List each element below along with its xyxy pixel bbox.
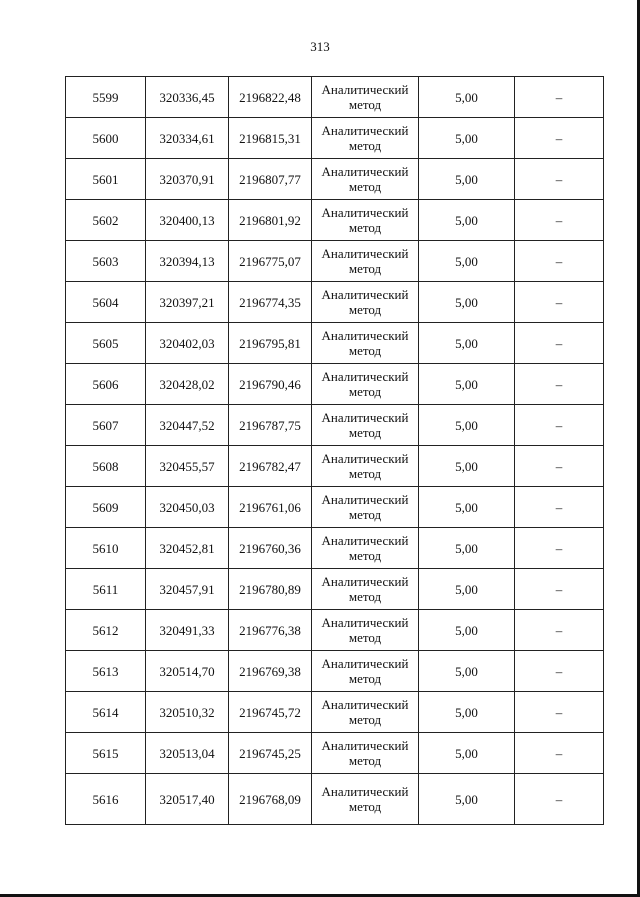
method-line-2: метод (348, 261, 382, 276)
note-cell: – (515, 77, 604, 118)
table-row (66, 282, 604, 323)
note-cell: – (515, 241, 604, 282)
method-cell (312, 692, 419, 733)
note-cell: – (515, 528, 604, 569)
table-row (66, 364, 604, 405)
method-line-1: Аналитический (321, 205, 409, 220)
method-cell (312, 159, 419, 200)
method-line-2: метод (348, 466, 382, 481)
note-cell: – (515, 282, 604, 323)
method-line-1: Аналитический (321, 656, 409, 671)
accuracy-cell: 5,00 (419, 159, 515, 200)
y-coordinate-cell: 2196760,36 (229, 528, 312, 569)
y-coordinate-cell: 2196790,46 (229, 364, 312, 405)
point-number-cell: 5611 (66, 569, 146, 610)
method-line-2: метод (348, 712, 382, 727)
x-coordinate-cell: 320517,40 (146, 774, 229, 825)
y-coordinate-cell: 2196745,25 (229, 733, 312, 774)
accuracy-cell: 5,00 (419, 610, 515, 651)
note-cell: – (515, 692, 604, 733)
point-number-cell: 5605 (66, 323, 146, 364)
x-coordinate-cell: 320452,81 (146, 528, 229, 569)
method-line-1: Аналитический (321, 287, 409, 302)
method-cell (312, 569, 419, 610)
table-row (66, 446, 604, 487)
x-coordinate-cell: 320400,13 (146, 200, 229, 241)
point-number-cell: 5607 (66, 405, 146, 446)
method-line-2: метод (348, 671, 382, 686)
accuracy-cell: 5,00 (419, 323, 515, 364)
table-row (66, 77, 604, 118)
point-number-cell: 5616 (66, 774, 146, 825)
method-line-1: Аналитический (321, 492, 409, 507)
method-line-1: Аналитический (321, 533, 409, 548)
point-number-cell: 5599 (66, 77, 146, 118)
x-coordinate-cell: 320447,52 (146, 405, 229, 446)
method-cell (312, 323, 419, 364)
method-cell (312, 487, 419, 528)
x-coordinate-cell: 320402,03 (146, 323, 229, 364)
method-line-1: Аналитический (321, 82, 409, 97)
method-line-1: Аналитический (321, 369, 409, 384)
method-cell (312, 733, 419, 774)
method-cell (312, 774, 419, 825)
table-row (66, 528, 604, 569)
page-number: 313 (310, 39, 330, 54)
method-cell (312, 241, 419, 282)
note-cell: – (515, 364, 604, 405)
method-line-2: метод (348, 507, 382, 522)
table-row (66, 241, 604, 282)
method-line-2: метод (348, 630, 382, 645)
y-coordinate-cell: 2196807,77 (229, 159, 312, 200)
x-coordinate-cell: 320491,33 (146, 610, 229, 651)
note-cell: – (515, 200, 604, 241)
note-cell: – (515, 774, 604, 825)
method-line-1: Аналитический (321, 451, 409, 466)
point-number-cell: 5609 (66, 487, 146, 528)
method-line-2: метод (348, 753, 382, 768)
method-line-2: метод (348, 220, 382, 235)
method-line-1: Аналитический (321, 123, 409, 138)
accuracy-cell: 5,00 (419, 733, 515, 774)
method-line-1: Аналитический (321, 615, 409, 630)
note-cell: – (515, 610, 604, 651)
accuracy-cell: 5,00 (419, 241, 515, 282)
accuracy-cell: 5,00 (419, 692, 515, 733)
table-row (66, 733, 604, 774)
method-line-2: метод (348, 799, 382, 814)
x-coordinate-cell: 320457,91 (146, 569, 229, 610)
table-row (66, 200, 604, 241)
method-line-1: Аналитический (321, 738, 409, 753)
coordinates-table (65, 76, 604, 825)
point-number-cell: 5614 (66, 692, 146, 733)
y-coordinate-cell: 2196801,92 (229, 200, 312, 241)
x-coordinate-cell: 320336,45 (146, 77, 229, 118)
accuracy-cell: 5,00 (419, 282, 515, 323)
method-line-2: метод (348, 425, 382, 440)
point-number-cell: 5606 (66, 364, 146, 405)
note-cell: – (515, 118, 604, 159)
x-coordinate-cell: 320428,02 (146, 364, 229, 405)
accuracy-cell: 5,00 (419, 528, 515, 569)
method-line-1: Аналитический (321, 410, 409, 425)
note-cell: – (515, 733, 604, 774)
table-body (66, 77, 604, 825)
x-coordinate-cell: 320450,03 (146, 487, 229, 528)
table-row (66, 569, 604, 610)
accuracy-cell: 5,00 (419, 77, 515, 118)
table-row (66, 487, 604, 528)
x-coordinate-cell: 320334,61 (146, 118, 229, 159)
table-row (66, 651, 604, 692)
accuracy-cell: 5,00 (419, 200, 515, 241)
table-row (66, 405, 604, 446)
table-row (66, 692, 604, 733)
method-cell (312, 528, 419, 569)
point-number-cell: 5612 (66, 610, 146, 651)
method-cell (312, 446, 419, 487)
y-coordinate-cell: 2196774,35 (229, 282, 312, 323)
note-cell: – (515, 405, 604, 446)
point-number-cell: 5603 (66, 241, 146, 282)
accuracy-cell: 5,00 (419, 774, 515, 825)
accuracy-cell: 5,00 (419, 569, 515, 610)
y-coordinate-cell: 2196769,38 (229, 651, 312, 692)
method-cell (312, 651, 419, 692)
y-coordinate-cell: 2196815,31 (229, 118, 312, 159)
method-cell (312, 200, 419, 241)
y-coordinate-cell: 2196780,89 (229, 569, 312, 610)
method-line-2: метод (348, 302, 382, 317)
accuracy-cell: 5,00 (419, 118, 515, 159)
point-number-cell: 5602 (66, 200, 146, 241)
point-number-cell: 5601 (66, 159, 146, 200)
accuracy-cell: 5,00 (419, 364, 515, 405)
table-row (66, 610, 604, 651)
method-line-1: Аналитический (321, 574, 409, 589)
note-cell: – (515, 569, 604, 610)
x-coordinate-cell: 320514,70 (146, 651, 229, 692)
method-line-1: Аналитический (321, 784, 409, 799)
x-coordinate-cell: 320397,21 (146, 282, 229, 323)
method-line-2: метод (348, 589, 382, 604)
method-line-2: метод (348, 138, 382, 153)
method-line-2: метод (348, 343, 382, 358)
point-number-cell: 5600 (66, 118, 146, 159)
x-coordinate-cell: 320394,13 (146, 241, 229, 282)
method-cell (312, 364, 419, 405)
method-line-2: метод (348, 179, 382, 194)
accuracy-cell: 5,00 (419, 405, 515, 446)
point-number-cell: 5615 (66, 733, 146, 774)
method-line-1: Аналитический (321, 328, 409, 343)
note-cell: – (515, 446, 604, 487)
x-coordinate-cell: 320370,91 (146, 159, 229, 200)
method-cell (312, 405, 419, 446)
method-line-2: метод (348, 548, 382, 563)
table-row (66, 159, 604, 200)
note-cell: – (515, 487, 604, 528)
accuracy-cell: 5,00 (419, 487, 515, 528)
y-coordinate-cell: 2196775,07 (229, 241, 312, 282)
y-coordinate-cell: 2196768,09 (229, 774, 312, 825)
method-cell (312, 77, 419, 118)
method-line-1: Аналитический (321, 164, 409, 179)
method-line-2: метод (348, 97, 382, 112)
accuracy-cell: 5,00 (419, 651, 515, 692)
point-number-cell: 5604 (66, 282, 146, 323)
y-coordinate-cell: 2196782,47 (229, 446, 312, 487)
y-coordinate-cell: 2196761,06 (229, 487, 312, 528)
note-cell: – (515, 159, 604, 200)
y-coordinate-cell: 2196795,81 (229, 323, 312, 364)
point-number-cell: 5613 (66, 651, 146, 692)
y-coordinate-cell: 2196776,38 (229, 610, 312, 651)
note-cell: – (515, 323, 604, 364)
table-row (66, 774, 604, 825)
accuracy-cell: 5,00 (419, 446, 515, 487)
point-number-cell: 5610 (66, 528, 146, 569)
y-coordinate-cell: 2196822,48 (229, 77, 312, 118)
note-cell: – (515, 651, 604, 692)
method-line-2: метод (348, 384, 382, 399)
table-row (66, 118, 604, 159)
method-line-1: Аналитический (321, 697, 409, 712)
method-cell (312, 118, 419, 159)
method-cell (312, 610, 419, 651)
method-cell (312, 282, 419, 323)
point-number-cell: 5608 (66, 446, 146, 487)
method-line-1: Аналитический (321, 246, 409, 261)
y-coordinate-cell: 2196745,72 (229, 692, 312, 733)
table-row (66, 323, 604, 364)
y-coordinate-cell: 2196787,75 (229, 405, 312, 446)
x-coordinate-cell: 320513,04 (146, 733, 229, 774)
x-coordinate-cell: 320455,57 (146, 446, 229, 487)
x-coordinate-cell: 320510,32 (146, 692, 229, 733)
